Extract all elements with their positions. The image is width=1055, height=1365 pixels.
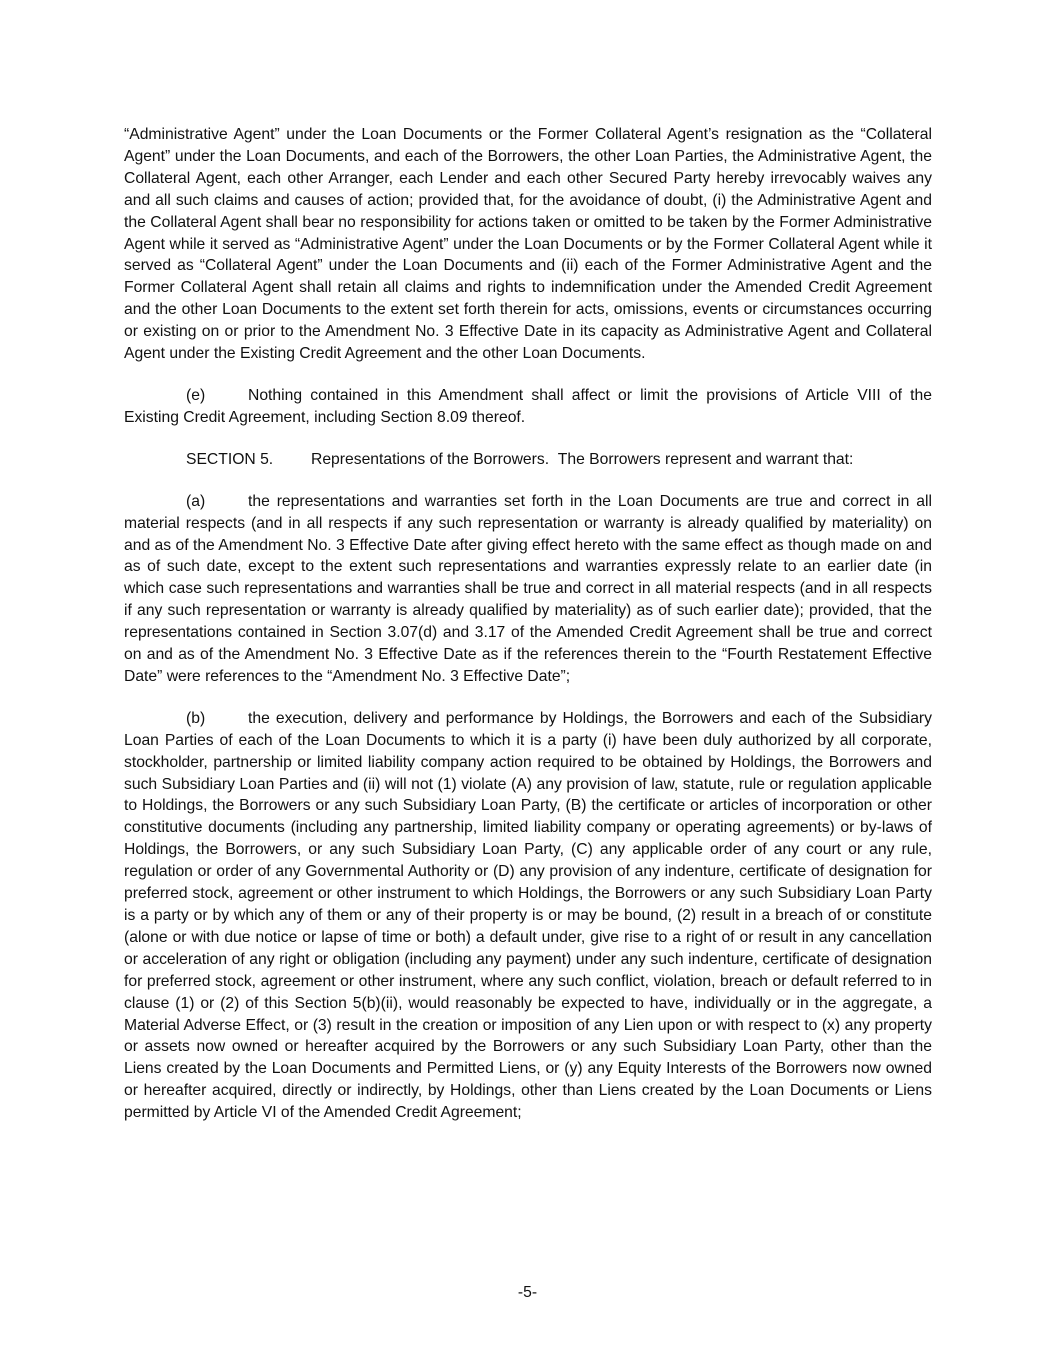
paragraph-a-label: (a) xyxy=(186,492,206,510)
paragraph-e xyxy=(124,385,932,429)
page-number: -5- xyxy=(517,1284,538,1301)
paragraph-a-text: the representations and warranties set forth in the Loan Documents are true and correct in all material respects (and in all respects if any such representation or warranty is already qualified by materiality) on and as of the Amendment No. 3 Effective Date after giving effect hereto with the same effect as though made on and as of such date, except to the extent such representations and warranties expressly relate to an earlier date (in which case such representations and warranties shall be true and correct in all material respects (and in all respects if any such representation or warranty is already qualified by materiality) as of such earlier date); provided, that the representations contained in Section 3.07(d) and 3.17 of the Amended Credit Agreement shall be true and correct on and as of the Amendment No. 3 Effective Date as if the references therein to the “Fourth Restatement Effective Date” were references to the “Amendment No. 3 Effective Date”; xyxy=(124,492,932,685)
paragraph-e-label: (e) xyxy=(186,386,206,404)
continuation-paragraph: “Administrative Agent” under the Loan Documents or the Former Collateral Agent’s resignation as the “Collateral Agent” under the Loan Documents, and each of the Borrowers, the other Loan Parties, the Administrative Agent, the Collateral Agent, each other Arranger, each Lender and each other Secured Party hereby irrevocably waives any and all such claims and causes of action; provided that, for the avoidance of doubt, (i) the Administrative Agent and the Collateral Agent shall bear no responsibility for actions taken or omitted to be taken by the Former Administrative Agent while it served as “Administrative Agent” under the Loan Documents or by the Former Collateral Agent while it served as “Collateral Agent” under the Loan Documents and (ii) each of the Former Administrative Agent and the Former Collateral Agent shall retain all claims and rights to indemnification under the Amended Credit Agreement and the other Loan Documents to the extent set forth therein for acts, omissions, events or circumstances occurring or existing on or prior to the Amendment No. 3 Effective Date in its capacity as Administrative Agent and Collateral Agent under the Existing Credit Agreement and the other Loan Documents. xyxy=(124,126,932,363)
paragraph-b-text: the execution, delivery and performance by Holdings, the Borrowers and each of the Subsidiary Loan Parties of each of the Loan Documents to which it is a party (i) have been duly authorized by all corporate, stockholder, partnership or limited liability company action required to be obtained by Holdings, the Borrowers and such Subsidiary Loan Parties and (ii) will not (1) violate (A) any provision of law, statute, rule or regulation applicable to Holdings, the Borrowers or any such Subsidiary Loan Party, (B) the certificate or articles of incorporation or other constitutive documents (including any partnership, limited liability company or operating agreements) or by-laws of Holdings, the Borrowers, or any such Subsidiary Loan Party, (C) any applicable order of any court or any rule, regulation or order of any Governmental Authority or (D) any provision of any indenture, certificate of designation for preferred stock, agreement or other instrument to which Holdings, the Borrowers or any such Subsidiary Loan Party is a party or by which any of them or any of their property is or may be bound, (2) result in a breach of or constitute (alone or with due notice or lapse of time or both) a default under, give rise to a right of or result in any cancellation or acceleration of any right or obligation (including any payment) under any such indenture, certificate of designation for preferred stock, agreement or other instrument, where any such conflict, violation, breach or default referred to in clause (1) or (2) of this Section 5(b)(ii), would reasonably be expected to have, individually or in the aggregate, a Material Adverse Effect, or (3) result in the creation or imposition of any Lien upon or with respect to (x) any property or assets now owned or hereafter acquired by the Borrowers or any such Subsidiary Loan Party, other than the Liens created by the Loan Documents and Permitted Liens, or (y) any Equity Interests of the Borrowers now owned or hereafter acquired, directly or indirectly, by Holdings, other than Liens created by the Loan Documents or Liens permitted by Article VI of the Amended Credit Agreement; xyxy=(124,709,932,1122)
paragraph-e-text: Nothing contained in this Amendment shall affect or limit the provisions of Article VIII of the Existing Credit Agreement, including Section 8.09 thereof. xyxy=(124,386,932,426)
paragraph-b xyxy=(124,708,932,1124)
paragraph-b-label: (b) xyxy=(186,709,206,727)
section-5-heading xyxy=(124,449,932,471)
section-5-text: The Borrowers represent and warrant that: xyxy=(557,450,854,468)
paragraph-a xyxy=(124,491,932,688)
section-5-label: SECTION 5. xyxy=(186,450,274,468)
section-5-title: Representations of the Borrowers. xyxy=(311,450,550,468)
document-body xyxy=(124,124,932,1144)
